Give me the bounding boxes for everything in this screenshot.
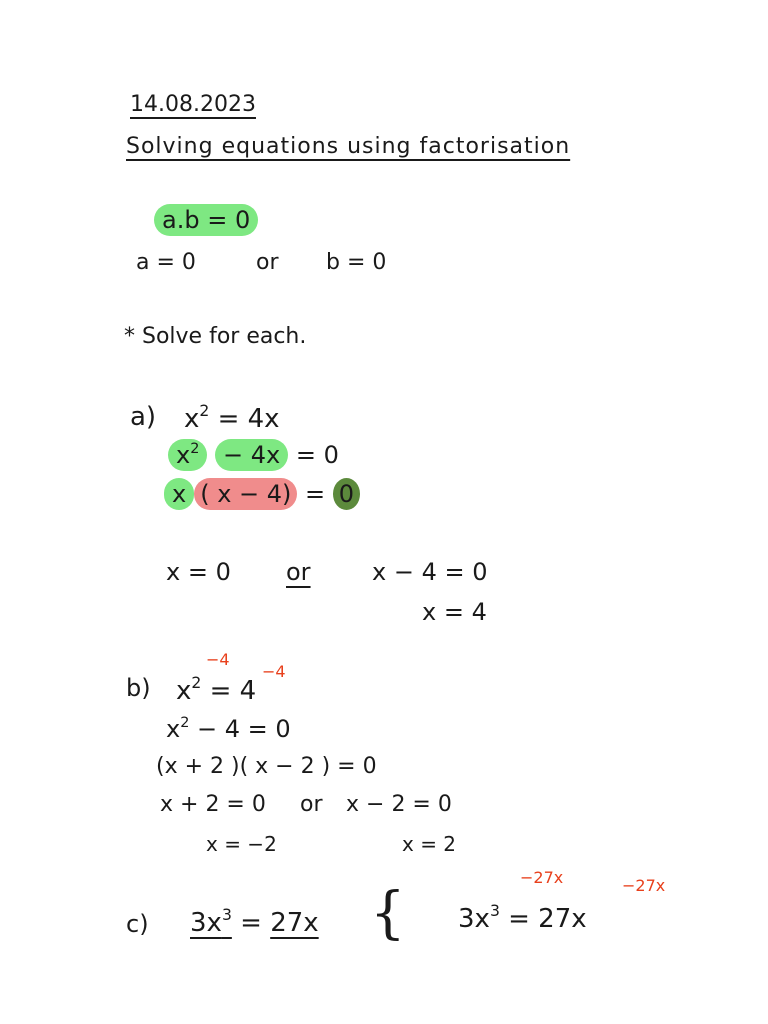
part-a-step1-zero: = 0 — [295, 441, 339, 470]
part-a-sol2: x − 4 = 0 — [372, 558, 488, 586]
part-a-step2-eq: = — [305, 480, 326, 508]
part-c-label: c) — [126, 910, 149, 938]
part-b-step3-left: x + 2 = 0 — [160, 792, 266, 817]
part-b-eq-base: x — [176, 675, 192, 706]
part-c-right-base: 3x — [458, 903, 490, 934]
part-c-lhs-base: 3x — [190, 907, 222, 938]
part-a-eq-rhs: = 4x — [217, 403, 280, 434]
page-title — [126, 136, 570, 158]
part-a-step1-rest: − 4x — [215, 439, 288, 471]
part-a-step1-exp: 2 — [190, 441, 200, 457]
part-c-red-left: −27x — [520, 868, 564, 887]
part-c-eq: = — [240, 907, 262, 938]
part-a-equation — [184, 404, 280, 432]
part-c-red-right: −27x — [622, 876, 666, 895]
instruction: * Solve for each. — [124, 324, 307, 349]
part-a-eq-exp: 2 — [199, 402, 210, 420]
rule-or: or — [256, 250, 279, 275]
rule-case-a: a = 0 — [136, 250, 196, 275]
part-a-step1-base: x — [176, 441, 191, 470]
rule-product-highlight: a.b = 0 — [154, 204, 258, 236]
part-c-brace: { — [370, 881, 406, 946]
part-b-sol1: x = −2 — [206, 832, 277, 856]
part-c-lhs — [190, 908, 319, 936]
part-b-step1 — [166, 715, 291, 744]
part-b-step3-right: x − 2 = 0 — [346, 792, 452, 817]
part-a-label: a) — [130, 402, 157, 432]
part-b-step2: (x + 2 )( x − 2 ) = 0 — [156, 754, 377, 779]
part-a-step2-zero: 0 — [333, 478, 360, 510]
part-b-equation — [176, 676, 256, 704]
part-a-eq-base: x — [184, 403, 200, 434]
part-b-step1-exp: 2 — [180, 715, 190, 731]
date-text: 14.08.2023 — [130, 92, 256, 117]
part-b-step1-base: x — [166, 715, 181, 744]
part-a-or: or — [286, 558, 311, 586]
title-text: Solving equations using factorisation — [126, 134, 571, 159]
part-b-label: b) — [126, 674, 151, 702]
part-b-red-left: −4 — [206, 650, 230, 669]
part-a-sol3: x = 4 — [422, 598, 487, 626]
part-a-step1-term1 — [168, 439, 207, 471]
part-c-lhs-exp: 3 — [221, 906, 232, 924]
part-b-step1-rest: − 4 = 0 — [197, 715, 291, 744]
part-a-sol1: x = 0 — [166, 558, 231, 586]
part-c-right-exp: 3 — [489, 902, 500, 920]
part-b-or: or — [300, 792, 323, 817]
part-c-right-rest: = 27x — [508, 903, 587, 934]
part-b-eq-exp: 2 — [191, 674, 202, 692]
part-c-lhs-term — [190, 908, 232, 938]
part-a-step2-x: x — [164, 478, 194, 510]
part-a-step2-bracket: ( x − 4) — [194, 478, 297, 510]
rule-case-b: b = 0 — [326, 250, 387, 275]
part-a-step2 — [164, 482, 360, 506]
part-b-eq-mid: = 4 — [209, 675, 257, 706]
part-b-sol2: x = 2 — [402, 832, 457, 856]
part-c-right — [458, 904, 587, 932]
part-c-rhs: 27x — [270, 907, 319, 938]
rule-product — [154, 208, 258, 232]
date — [130, 94, 256, 116]
part-b-red-right: −4 — [262, 662, 286, 681]
part-a-step1 — [168, 441, 339, 470]
